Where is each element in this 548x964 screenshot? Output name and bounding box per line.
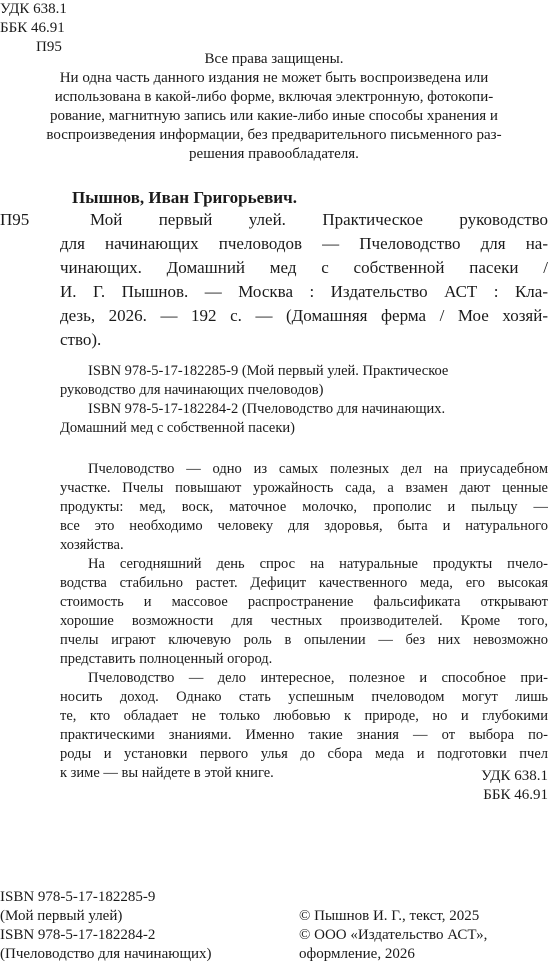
annotation-line: практическими знаниями. Именно такие знания — от выбора по-: [60, 727, 548, 743]
annotation-line: участке. Пчелы повышают урожайность сада, а взамен дают ценные: [60, 480, 548, 496]
annotation-line: те, кто обладает не только любовью к природе, но и глубокими: [60, 708, 548, 724]
annotation-line: пчелы играют ключевую роль в опылении — без них невозможно: [60, 632, 548, 648]
rights-line: использована в какой-либо форме, включая электронную, фотокопи-: [54, 89, 494, 105]
copyright-line: оформление, 2026: [299, 946, 415, 962]
annotation-line: водства стабильно растет. Дефицит качественного меда, его высокая: [60, 575, 548, 591]
biblio-line: Мой первый улей. Практическое руководство: [90, 210, 548, 229]
author-mark-code: П95: [36, 39, 62, 55]
copyright-line: © Пышнов И. Г., текст, 2025: [299, 908, 480, 924]
annotation-paragraph: [60, 460, 548, 555]
biblio-line: для начинающих пчеловодов — Пчеловодство для на-: [60, 234, 548, 253]
annotation-line: продукты: мед, воск, маточное молочко, прополис и пыльцу —: [60, 499, 548, 515]
annotation-line: стоимость и массовое распространение фальсификата открывают: [60, 594, 548, 610]
udk-code-bottom: УДК 638.1: [481, 768, 548, 784]
footer-isbn-line: ISBN 978-5-17-182284-2: [0, 927, 156, 943]
annotation-line: представить полноценный огород.: [60, 651, 273, 667]
biblio-line: ство).: [60, 330, 102, 349]
isbn-line: Домашний мед с собственной пасеки): [60, 420, 295, 436]
bbk-code-bottom: ББК 46.91: [483, 787, 548, 803]
biblio-line: дезь, 2026. — 192 с. — (Домашняя ферма / Мое хозяй-: [60, 306, 548, 325]
annotation-line: хорошие возможности для честных производителей. Кроме того,: [60, 613, 548, 629]
rights-notice: [0, 50, 548, 164]
annotation-line: На сегодняшний день спрос на натуральные продукты пчело-: [88, 556, 548, 572]
annotation: [60, 460, 548, 783]
author-heading: Пышнов, Иван Григорьевич.: [72, 188, 297, 207]
annotation-line: хозяйства.: [60, 537, 124, 553]
footer-copyright: [299, 907, 487, 964]
biblio-line: И. Г. Пышнов. — Москва : Издательство АСТ : Кла-: [60, 282, 548, 301]
footer-isbn-line: (Пчеловодство для начинающих): [0, 946, 212, 962]
footer-isbn-line: (Мой первый улей): [0, 908, 123, 924]
udk-code: УДК 638.1: [0, 1, 67, 17]
footer-isbn: [0, 888, 212, 964]
annotation-line: Пчеловодство — дело интересное, полезное и способное при-: [88, 670, 548, 686]
annotation-line: носить доход. Однако стать успешным пчеловодом могут лишь: [60, 689, 548, 705]
annotation-line: роды и установки первого улья до сбора меда и подготовки пчел: [60, 746, 548, 762]
copyright-line: © ООО «Издательство АСТ»,: [299, 927, 488, 943]
annotation-line: Пчеловодство — одно из самых полезных дел на приусадебном: [88, 461, 548, 477]
rights-title: Все права защищены.: [204, 51, 344, 67]
isbn-line: руководство для начинающих пчеловодов): [60, 382, 324, 398]
bbk-code: ББК 46.91: [0, 20, 65, 36]
isbn-line: ISBN 978-5-17-182284-2 (Пчеловодство для начинающих.: [88, 401, 446, 417]
annotation-paragraph: [60, 669, 548, 783]
annotation-paragraph: [60, 555, 548, 669]
isbn-block: [60, 362, 548, 438]
isbn-line: ISBN 978-5-17-182285-9 (Мой первый улей. Практическое: [88, 363, 449, 379]
biblio-line: чинающих. Домашний мед с собственной пасеки /: [60, 258, 548, 277]
bibliographic-description: [60, 208, 548, 352]
annotation-line: к зиме — вы найдете в этой книге.: [60, 765, 274, 781]
header-codes: [0, 0, 67, 57]
rights-line: решения правообладателя.: [189, 146, 359, 162]
annotation-line: все это необходимо человеку для здоровья, быта и натурального: [60, 518, 548, 534]
rights-line: воспроизведения информации, без предварительного письменного раз-: [46, 127, 502, 143]
footer-isbn-line: ISBN 978-5-17-182285-9: [0, 889, 156, 905]
rights-line: рование, магнитную запись или какие-либо иные способы хранения и: [50, 108, 498, 124]
rights-line: Ни одна часть данного издания не может быть воспроизведена или: [59, 70, 489, 86]
classification-codes-bottom: [481, 767, 548, 805]
author-mark-left: П95: [0, 210, 30, 229]
